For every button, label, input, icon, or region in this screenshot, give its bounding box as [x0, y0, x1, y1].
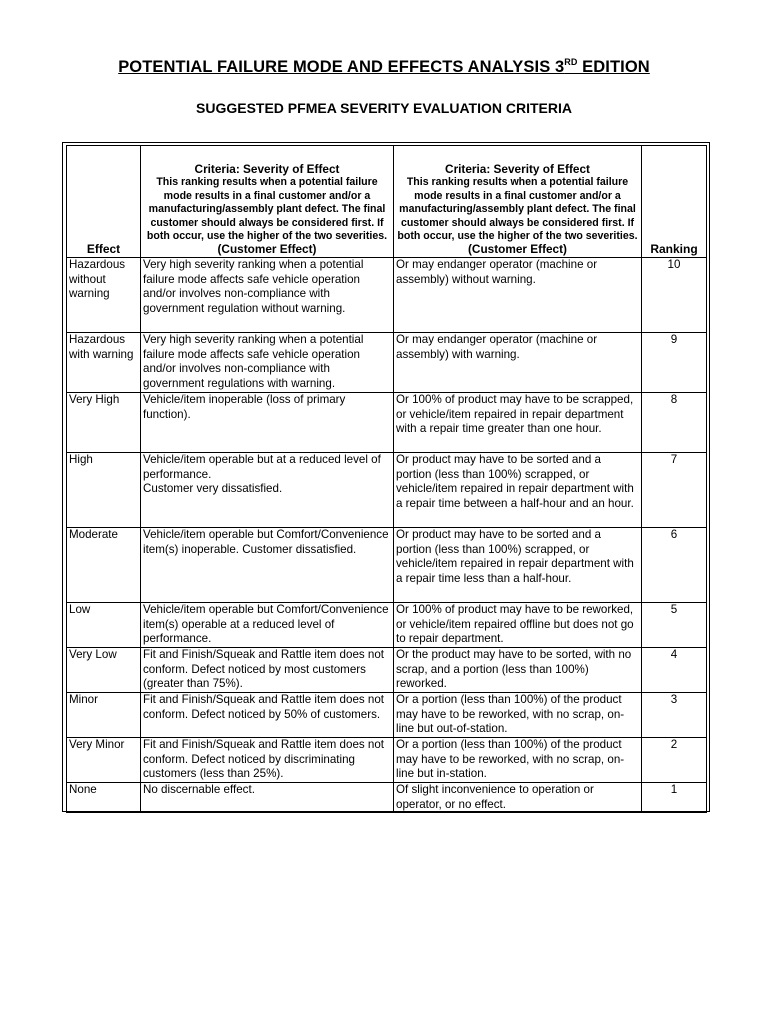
- header-ranking: Ranking: [642, 146, 707, 258]
- customer-criteria-cell: Vehicle/item operable but Comfort/Convenience item(s) inoperable. Customer dissatisfied.: [141, 528, 394, 603]
- header-effect: Effect: [67, 146, 141, 258]
- manufacturing-criteria-cell: Or 100% of product may have to be reworked, or vehicle/item repaired offline but does not go to repair department.: [394, 603, 642, 648]
- customer-criteria-cell: Fit and Finish/Squeak and Rattle item does not conform. Defect noticed by discriminating customers (less than 25%).: [141, 738, 394, 783]
- ranking-cell: 10: [642, 258, 707, 333]
- manufacturing-criteria-cell: Or may endanger operator (machine or assembly) with warning.: [394, 333, 642, 393]
- manufacturing-criteria-cell: Of slight inconvenience to operation or operator, or no effect.: [394, 783, 642, 813]
- header-customer-effect-label: (Customer Effect): [217, 242, 317, 257]
- title-superscript: RD: [564, 57, 578, 67]
- ranking-cell: 4: [642, 648, 707, 693]
- title-end: EDITION: [577, 58, 650, 76]
- header-manufacturing-title: Criteria: Severity of Effect: [445, 161, 590, 176]
- severity-criteria-table: [66, 145, 707, 813]
- effect-cell: Minor: [67, 693, 141, 738]
- manufacturing-criteria-cell: Or may endanger operator (machine or assembly) without warning.: [394, 258, 642, 333]
- ranking-cell: 9: [642, 333, 707, 393]
- ranking-cell: 6: [642, 528, 707, 603]
- table-row: [67, 333, 707, 393]
- ranking-cell: 5: [642, 603, 707, 648]
- effect-cell: Hazardous without warning: [67, 258, 141, 333]
- effect-cell: None: [67, 783, 141, 813]
- ranking-cell: 3: [642, 693, 707, 738]
- table-row: [67, 693, 707, 738]
- effect-cell: Moderate: [67, 528, 141, 603]
- customer-criteria-cell: Very high severity ranking when a potential failure mode affects safe vehicle operation and/or involves non-compliance with government regulations with warning.: [141, 333, 394, 393]
- customer-criteria-cell: Very high severity ranking when a potential failure mode affects safe vehicle operation and/or involves non-compliance with government regulation without warning.: [141, 258, 394, 333]
- effect-cell: Very Low: [67, 648, 141, 693]
- effect-cell: Very High: [67, 393, 141, 453]
- manufacturing-criteria-cell: Or a portion (less than 100%) of the product may have to be reworked, with no scrap, on-line but out-of-station.: [394, 693, 642, 738]
- effect-cell: Hazardous with warning: [67, 333, 141, 393]
- table-row: [67, 393, 707, 453]
- ranking-cell: 2: [642, 738, 707, 783]
- table-row: [67, 738, 707, 783]
- effect-cell: Very Minor: [67, 738, 141, 783]
- table-row: [67, 528, 707, 603]
- customer-criteria-cell: Fit and Finish/Squeak and Rattle item does not conform. Defect noticed by most customers (greater than 75%).: [141, 648, 394, 693]
- header-customer-title: Criteria: Severity of Effect: [194, 161, 340, 176]
- manufacturing-criteria-cell: Or the product may have to be sorted, with no scrap, and a portion (less than 100%) reworked.: [394, 648, 642, 693]
- title-main: POTENTIAL FAILURE MODE AND EFFECTS ANALYSIS 3: [118, 58, 565, 76]
- manufacturing-criteria-cell: Or product may have to be sorted and a portion (less than 100%) scrapped, or vehicle/item repaired in repair department with a repair time less than a half-hour.: [394, 528, 642, 603]
- table-row: [67, 258, 707, 333]
- table-row: [67, 648, 707, 693]
- effect-cell: High: [67, 453, 141, 528]
- customer-criteria-cell: Vehicle/item inoperable (loss of primary function).: [141, 393, 394, 453]
- ranking-cell: 7: [642, 453, 707, 528]
- customer-criteria-cell: No discernable effect.: [141, 783, 394, 813]
- ranking-cell: 1: [642, 783, 707, 813]
- table-row: [67, 453, 707, 528]
- header-row: [67, 146, 707, 258]
- manufacturing-criteria-cell: Or product may have to be sorted and a portion (less than 100%) scrapped, or vehicle/item repaired in repair department with a repair time between a half-hour and an hour.: [394, 453, 642, 528]
- manufacturing-criteria-cell: Or 100% of product may have to be scrapped, or vehicle/item repaired in repair department with a repair time greater than one hour.: [394, 393, 642, 453]
- table-row: [67, 603, 707, 648]
- header-customer-criteria: [141, 146, 394, 258]
- header-customer-description: This ranking results when a potential failure mode results in a final customer and/or a manufacturing/assembly plant defect. The final customer should always be considered first. If both occur, use the higher of the two severities.: [146, 176, 388, 242]
- effect-cell: Low: [67, 603, 141, 648]
- customer-criteria-cell: Vehicle/item operable but Comfort/Convenience item(s) operable at a reduced level of performance.: [141, 603, 394, 648]
- header-manufacturing-criteria: [394, 146, 642, 258]
- customer-criteria-cell: Fit and Finish/Squeak and Rattle item does not conform. Defect noticed by 50% of customers.: [141, 693, 394, 738]
- header-manufacturing-description: This ranking results when a potential failure mode results in a final customer and/or a manufacturing/assembly plant defect. The final customer should always be considered first. If both occur, use the higher of the two severities.: [397, 176, 638, 242]
- document-title: [0, 57, 768, 77]
- table-row: [67, 783, 707, 813]
- header-manufacturing-effect-label: (Customer Effect): [468, 242, 567, 257]
- document-subtitle: SUGGESTED PFMEA SEVERITY EVALUATION CRITERIA: [196, 100, 572, 116]
- customer-criteria-cell: Vehicle/item operable but at a reduced level of performance. Customer very dissatisfied.: [141, 453, 394, 528]
- manufacturing-criteria-cell: Or a portion (less than 100%) of the product may have to be reworked, with no scrap, on-line but in-station.: [394, 738, 642, 783]
- ranking-cell: 8: [642, 393, 707, 453]
